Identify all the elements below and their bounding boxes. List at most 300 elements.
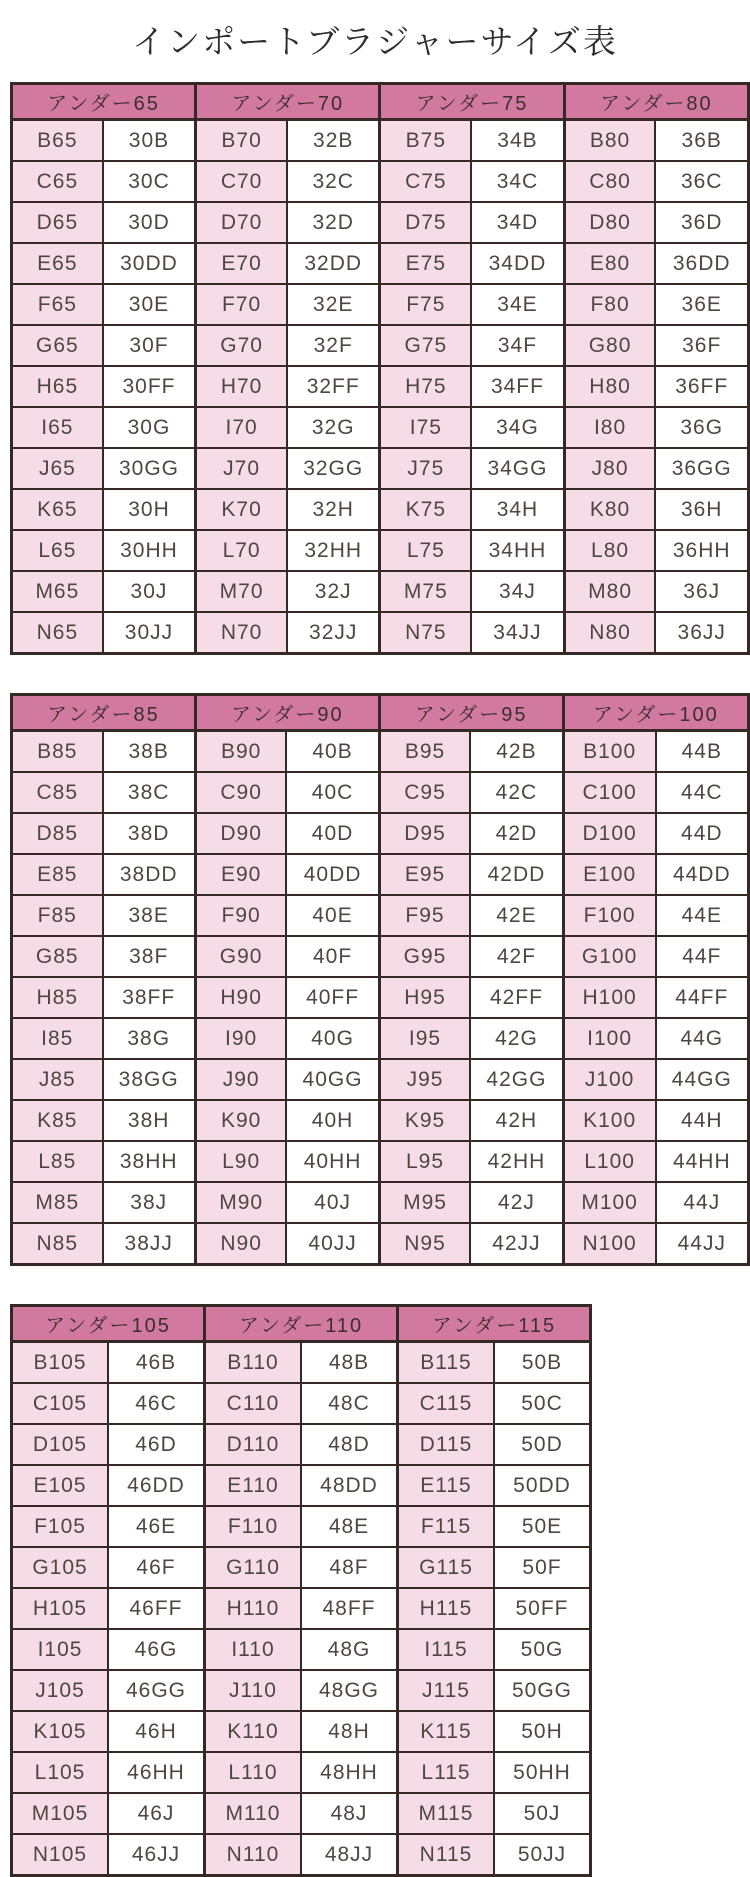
- jp-size-cell: D110: [205, 1424, 302, 1465]
- jp-size-cell: C80: [564, 161, 655, 202]
- import-size-cell: 46H: [108, 1711, 205, 1752]
- import-size-cell: 50GG: [494, 1670, 591, 1711]
- import-size-cell: 30JJ: [103, 612, 196, 654]
- import-size-cell: 42E: [470, 895, 563, 936]
- import-size-cell: 36FF: [655, 366, 748, 407]
- jp-size-cell: G65: [12, 325, 103, 366]
- import-size-cell: 40C: [286, 772, 379, 813]
- jp-size-cell: B85: [12, 731, 103, 773]
- jp-size-cell: H100: [563, 977, 655, 1018]
- jp-size-cell: N85: [12, 1223, 103, 1265]
- import-size-cell: 38G: [103, 1018, 196, 1059]
- import-size-cell: 40DD: [286, 854, 379, 895]
- import-size-cell: 46J: [108, 1793, 205, 1834]
- import-size-cell: 38C: [103, 772, 196, 813]
- jp-size-cell: E115: [398, 1465, 495, 1506]
- jp-size-cell: D65: [12, 202, 103, 243]
- import-size-cell: 36H: [655, 489, 748, 530]
- import-size-cell: 38HH: [103, 1141, 196, 1182]
- jp-size-cell: G115: [398, 1547, 495, 1588]
- import-size-cell: 38E: [103, 895, 196, 936]
- import-size-cell: 34DD: [471, 243, 564, 284]
- import-size-cell: 32JJ: [287, 612, 380, 654]
- import-size-cell: 34J: [471, 571, 564, 612]
- jp-size-cell: E95: [379, 854, 470, 895]
- jp-size-cell: J100: [563, 1059, 655, 1100]
- import-size-cell: 36G: [655, 407, 748, 448]
- jp-size-cell: C105: [12, 1383, 109, 1424]
- jp-size-cell: C75: [380, 161, 471, 202]
- jp-size-cell: H80: [564, 366, 655, 407]
- import-size-cell: 50C: [494, 1383, 591, 1424]
- jp-size-cell: N95: [379, 1223, 470, 1265]
- jp-size-cell: D95: [379, 813, 470, 854]
- jp-size-cell: N110: [205, 1834, 302, 1876]
- jp-size-cell: K85: [12, 1100, 103, 1141]
- import-size-cell: 44F: [656, 936, 749, 977]
- jp-size-cell: F80: [564, 284, 655, 325]
- jp-size-cell: K90: [195, 1100, 286, 1141]
- jp-size-cell: M80: [564, 571, 655, 612]
- jp-size-cell: C65: [12, 161, 103, 202]
- jp-size-cell: K95: [379, 1100, 470, 1141]
- size-row: [12, 612, 749, 654]
- import-size-cell: 30E: [103, 284, 196, 325]
- jp-size-cell: J105: [12, 1670, 109, 1711]
- jp-size-cell: H95: [379, 977, 470, 1018]
- jp-size-cell: K80: [564, 489, 655, 530]
- under-band-header: アンダー110: [205, 1306, 398, 1342]
- import-size-cell: 32C: [287, 161, 380, 202]
- import-size-cell: 32F: [287, 325, 380, 366]
- size-row: [12, 1223, 749, 1265]
- under-band-header: アンダー70: [196, 84, 380, 120]
- jp-size-cell: M95: [379, 1182, 470, 1223]
- jp-size-cell: C115: [398, 1383, 495, 1424]
- import-size-cell: 48D: [301, 1424, 398, 1465]
- jp-size-cell: M115: [398, 1793, 495, 1834]
- jp-size-cell: I110: [205, 1629, 302, 1670]
- jp-size-cell: H105: [12, 1588, 109, 1629]
- jp-size-cell: F95: [379, 895, 470, 936]
- import-size-cell: 34E: [471, 284, 564, 325]
- import-size-cell: 30GG: [103, 448, 196, 489]
- size-row: [12, 407, 749, 448]
- jp-size-cell: C90: [195, 772, 286, 813]
- jp-size-cell: G90: [195, 936, 286, 977]
- import-size-cell: 44FF: [656, 977, 749, 1018]
- jp-size-cell: E80: [564, 243, 655, 284]
- jp-size-cell: L65: [12, 530, 103, 571]
- jp-size-cell: B70: [196, 120, 287, 162]
- import-size-cell: 36J: [655, 571, 748, 612]
- import-size-cell: 40J: [286, 1182, 379, 1223]
- import-size-cell: 30B: [103, 120, 196, 162]
- jp-size-cell: L105: [12, 1752, 109, 1793]
- import-size-cell: 50JJ: [494, 1834, 591, 1876]
- jp-size-cell: B110: [205, 1342, 302, 1384]
- import-size-cell: 48HH: [301, 1752, 398, 1793]
- import-size-cell: 44C: [656, 772, 749, 813]
- jp-size-cell: F65: [12, 284, 103, 325]
- jp-size-cell: N75: [380, 612, 471, 654]
- import-size-cell: 48C: [301, 1383, 398, 1424]
- jp-size-cell: E90: [195, 854, 286, 895]
- size-table-2: [10, 693, 750, 1266]
- header-row: [12, 1306, 591, 1342]
- import-size-cell: 44B: [656, 731, 749, 773]
- jp-size-cell: J115: [398, 1670, 495, 1711]
- size-row: [12, 731, 749, 773]
- import-size-cell: 48E: [301, 1506, 398, 1547]
- import-size-cell: 50DD: [494, 1465, 591, 1506]
- jp-size-cell: L80: [564, 530, 655, 571]
- under-band-header: アンダー105: [12, 1306, 205, 1342]
- under-band-header: アンダー65: [12, 84, 196, 120]
- jp-size-cell: N70: [196, 612, 287, 654]
- header-row: [12, 695, 749, 731]
- import-size-cell: 32E: [287, 284, 380, 325]
- import-size-cell: 34FF: [471, 366, 564, 407]
- import-size-cell: 46E: [108, 1506, 205, 1547]
- jp-size-cell: N100: [563, 1223, 655, 1265]
- import-size-cell: 36D: [655, 202, 748, 243]
- jp-size-cell: G75: [380, 325, 471, 366]
- import-size-cell: 50B: [494, 1342, 591, 1384]
- import-size-cell: 38GG: [103, 1059, 196, 1100]
- size-row: [12, 366, 749, 407]
- size-row: [12, 1752, 591, 1793]
- size-row: [12, 202, 749, 243]
- import-size-cell: 42G: [470, 1018, 563, 1059]
- import-size-cell: 44J: [656, 1182, 749, 1223]
- jp-size-cell: E85: [12, 854, 103, 895]
- size-row: [12, 895, 749, 936]
- import-size-cell: 32H: [287, 489, 380, 530]
- import-size-cell: 34GG: [471, 448, 564, 489]
- size-row: [12, 448, 749, 489]
- import-size-cell: 48J: [301, 1793, 398, 1834]
- jp-size-cell: J80: [564, 448, 655, 489]
- size-row: [12, 243, 749, 284]
- import-size-cell: 44H: [656, 1100, 749, 1141]
- jp-size-cell: L100: [563, 1141, 655, 1182]
- import-size-cell: 48F: [301, 1547, 398, 1588]
- jp-size-cell: D115: [398, 1424, 495, 1465]
- under-band-header: アンダー100: [563, 695, 748, 731]
- jp-size-cell: E75: [380, 243, 471, 284]
- jp-size-cell: J95: [379, 1059, 470, 1100]
- size-row: [12, 813, 749, 854]
- jp-size-cell: B75: [380, 120, 471, 162]
- import-size-cell: 36GG: [655, 448, 748, 489]
- import-size-cell: 46G: [108, 1629, 205, 1670]
- import-size-cell: 38H: [103, 1100, 196, 1141]
- jp-size-cell: C110: [205, 1383, 302, 1424]
- size-row: [12, 1342, 591, 1384]
- import-size-cell: 42J: [470, 1182, 563, 1223]
- jp-size-cell: I105: [12, 1629, 109, 1670]
- import-size-cell: 38JJ: [103, 1223, 196, 1265]
- import-size-cell: 30C: [103, 161, 196, 202]
- jp-size-cell: F105: [12, 1506, 109, 1547]
- size-row: [12, 772, 749, 813]
- under-band-header: アンダー115: [398, 1306, 591, 1342]
- jp-size-cell: I65: [12, 407, 103, 448]
- import-size-cell: 32FF: [287, 366, 380, 407]
- import-size-cell: 46FF: [108, 1588, 205, 1629]
- jp-size-cell: H115: [398, 1588, 495, 1629]
- import-size-cell: 46GG: [108, 1670, 205, 1711]
- jp-size-cell: D85: [12, 813, 103, 854]
- size-row: [12, 489, 749, 530]
- under-band-header: アンダー90: [195, 695, 379, 731]
- import-size-cell: 44G: [656, 1018, 749, 1059]
- jp-size-cell: E70: [196, 243, 287, 284]
- jp-size-cell: H90: [195, 977, 286, 1018]
- import-size-cell: 30DD: [103, 243, 196, 284]
- import-size-cell: 34D: [471, 202, 564, 243]
- import-size-cell: 36C: [655, 161, 748, 202]
- jp-size-cell: M65: [12, 571, 103, 612]
- jp-size-cell: J75: [380, 448, 471, 489]
- import-size-cell: 36B: [655, 120, 748, 162]
- import-size-cell: 50E: [494, 1506, 591, 1547]
- jp-size-cell: L115: [398, 1752, 495, 1793]
- import-size-cell: 32GG: [287, 448, 380, 489]
- jp-size-cell: J110: [205, 1670, 302, 1711]
- jp-size-cell: K75: [380, 489, 471, 530]
- jp-size-cell: M90: [195, 1182, 286, 1223]
- jp-size-cell: J65: [12, 448, 103, 489]
- import-size-cell: 48FF: [301, 1588, 398, 1629]
- under-band-header: アンダー80: [564, 84, 748, 120]
- import-size-cell: 42C: [470, 772, 563, 813]
- jp-size-cell: J90: [195, 1059, 286, 1100]
- import-size-cell: 50FF: [494, 1588, 591, 1629]
- jp-size-cell: E105: [12, 1465, 109, 1506]
- jp-size-cell: G85: [12, 936, 103, 977]
- jp-size-cell: F100: [563, 895, 655, 936]
- jp-size-cell: H85: [12, 977, 103, 1018]
- jp-size-cell: N105: [12, 1834, 109, 1876]
- import-size-cell: 34JJ: [471, 612, 564, 654]
- size-row: [12, 1383, 591, 1424]
- import-size-cell: 40HH: [286, 1141, 379, 1182]
- jp-size-cell: J70: [196, 448, 287, 489]
- size-row: [12, 1588, 591, 1629]
- jp-size-cell: D100: [563, 813, 655, 854]
- jp-size-cell: B90: [195, 731, 286, 773]
- import-size-cell: 46DD: [108, 1465, 205, 1506]
- import-size-cell: 30H: [103, 489, 196, 530]
- jp-size-cell: C95: [379, 772, 470, 813]
- import-size-cell: 44D: [656, 813, 749, 854]
- jp-size-cell: D105: [12, 1424, 109, 1465]
- import-size-cell: 38F: [103, 936, 196, 977]
- import-size-cell: 38DD: [103, 854, 196, 895]
- jp-size-cell: L70: [196, 530, 287, 571]
- import-size-cell: 44E: [656, 895, 749, 936]
- import-size-cell: 34C: [471, 161, 564, 202]
- jp-size-cell: M100: [563, 1182, 655, 1223]
- import-size-cell: 50F: [494, 1547, 591, 1588]
- import-size-cell: 50H: [494, 1711, 591, 1752]
- import-size-cell: 44HH: [656, 1141, 749, 1182]
- under-band-header: アンダー85: [12, 695, 196, 731]
- jp-size-cell: N65: [12, 612, 103, 654]
- import-size-cell: 36JJ: [655, 612, 748, 654]
- jp-size-cell: B95: [379, 731, 470, 773]
- import-size-cell: 46HH: [108, 1752, 205, 1793]
- jp-size-cell: B65: [12, 120, 103, 162]
- import-size-cell: 34H: [471, 489, 564, 530]
- jp-size-cell: L95: [379, 1141, 470, 1182]
- under-band-header: アンダー75: [380, 84, 564, 120]
- import-size-cell: 44DD: [656, 854, 749, 895]
- jp-size-cell: K110: [205, 1711, 302, 1752]
- jp-size-cell: M85: [12, 1182, 103, 1223]
- jp-size-cell: G110: [205, 1547, 302, 1588]
- import-size-cell: 38B: [103, 731, 196, 773]
- jp-size-cell: D90: [195, 813, 286, 854]
- import-size-cell: 38D: [103, 813, 196, 854]
- import-size-cell: 42D: [470, 813, 563, 854]
- jp-size-cell: C85: [12, 772, 103, 813]
- import-size-cell: 48JJ: [301, 1834, 398, 1876]
- jp-size-cell: I80: [564, 407, 655, 448]
- import-size-cell: 46F: [108, 1547, 205, 1588]
- size-row: [12, 1793, 591, 1834]
- jp-size-cell: G95: [379, 936, 470, 977]
- jp-size-cell: B115: [398, 1342, 495, 1384]
- jp-size-cell: H70: [196, 366, 287, 407]
- import-size-cell: 32HH: [287, 530, 380, 571]
- size-row: [12, 1834, 591, 1876]
- import-size-cell: 46B: [108, 1342, 205, 1384]
- jp-size-cell: G70: [196, 325, 287, 366]
- import-size-cell: 38FF: [103, 977, 196, 1018]
- import-size-cell: 44JJ: [656, 1223, 749, 1265]
- import-size-cell: 42JJ: [470, 1223, 563, 1265]
- jp-size-cell: H65: [12, 366, 103, 407]
- import-size-cell: 42HH: [470, 1141, 563, 1182]
- import-size-cell: 30D: [103, 202, 196, 243]
- jp-size-cell: C100: [563, 772, 655, 813]
- size-row: [12, 854, 749, 895]
- size-row: [12, 1547, 591, 1588]
- import-size-cell: 42H: [470, 1100, 563, 1141]
- jp-size-cell: I95: [379, 1018, 470, 1059]
- size-row: [12, 1182, 749, 1223]
- jp-size-cell: C70: [196, 161, 287, 202]
- import-size-cell: 30F: [103, 325, 196, 366]
- jp-size-cell: G80: [564, 325, 655, 366]
- import-size-cell: 30J: [103, 571, 196, 612]
- jp-size-cell: B100: [563, 731, 655, 773]
- jp-size-cell: N115: [398, 1834, 495, 1876]
- jp-size-cell: K70: [196, 489, 287, 530]
- jp-size-cell: E65: [12, 243, 103, 284]
- import-size-cell: 30FF: [103, 366, 196, 407]
- jp-size-cell: G105: [12, 1547, 109, 1588]
- import-size-cell: 36E: [655, 284, 748, 325]
- size-row: [12, 284, 749, 325]
- size-row: [12, 936, 749, 977]
- import-size-cell: 32J: [287, 571, 380, 612]
- import-size-cell: 50G: [494, 1629, 591, 1670]
- size-row: [12, 1465, 591, 1506]
- jp-size-cell: I100: [563, 1018, 655, 1059]
- import-size-cell: 46JJ: [108, 1834, 205, 1876]
- import-size-cell: 48G: [301, 1629, 398, 1670]
- jp-size-cell: F115: [398, 1506, 495, 1547]
- size-row: [12, 1506, 591, 1547]
- import-size-cell: 40F: [286, 936, 379, 977]
- size-table-1: [10, 82, 750, 655]
- size-table-3: [10, 1304, 592, 1877]
- jp-size-cell: N80: [564, 612, 655, 654]
- import-size-cell: 34HH: [471, 530, 564, 571]
- import-size-cell: 36HH: [655, 530, 748, 571]
- import-size-cell: 40GG: [286, 1059, 379, 1100]
- jp-size-cell: H75: [380, 366, 471, 407]
- jp-size-cell: I90: [195, 1018, 286, 1059]
- import-size-cell: 38J: [103, 1182, 196, 1223]
- jp-size-cell: D70: [196, 202, 287, 243]
- import-size-cell: 40B: [286, 731, 379, 773]
- import-size-cell: 32DD: [287, 243, 380, 284]
- size-row: [12, 1670, 591, 1711]
- import-size-cell: 40H: [286, 1100, 379, 1141]
- jp-size-cell: L85: [12, 1141, 103, 1182]
- jp-size-cell: I75: [380, 407, 471, 448]
- jp-size-cell: M70: [196, 571, 287, 612]
- import-size-cell: 34B: [471, 120, 564, 162]
- jp-size-cell: G100: [563, 936, 655, 977]
- jp-size-cell: F70: [196, 284, 287, 325]
- import-size-cell: 32G: [287, 407, 380, 448]
- import-size-cell: 50HH: [494, 1752, 591, 1793]
- jp-size-cell: B105: [12, 1342, 109, 1384]
- size-row: [12, 1018, 749, 1059]
- import-size-cell: 48DD: [301, 1465, 398, 1506]
- jp-size-cell: M75: [380, 571, 471, 612]
- size-row: [12, 161, 749, 202]
- import-size-cell: 36F: [655, 325, 748, 366]
- size-row: [12, 1424, 591, 1465]
- jp-size-cell: D80: [564, 202, 655, 243]
- jp-size-cell: I85: [12, 1018, 103, 1059]
- import-size-cell: 42GG: [470, 1059, 563, 1100]
- jp-size-cell: F85: [12, 895, 103, 936]
- size-row: [12, 1100, 749, 1141]
- jp-size-cell: M110: [205, 1793, 302, 1834]
- size-row: [12, 325, 749, 366]
- import-size-cell: 48H: [301, 1711, 398, 1752]
- import-size-cell: 46C: [108, 1383, 205, 1424]
- import-size-cell: 32B: [287, 120, 380, 162]
- import-size-cell: 40JJ: [286, 1223, 379, 1265]
- size-row: [12, 1059, 749, 1100]
- jp-size-cell: B80: [564, 120, 655, 162]
- jp-size-cell: K65: [12, 489, 103, 530]
- import-size-cell: 40D: [286, 813, 379, 854]
- size-row: [12, 1141, 749, 1182]
- jp-size-cell: D75: [380, 202, 471, 243]
- jp-size-cell: K105: [12, 1711, 109, 1752]
- jp-size-cell: E110: [205, 1465, 302, 1506]
